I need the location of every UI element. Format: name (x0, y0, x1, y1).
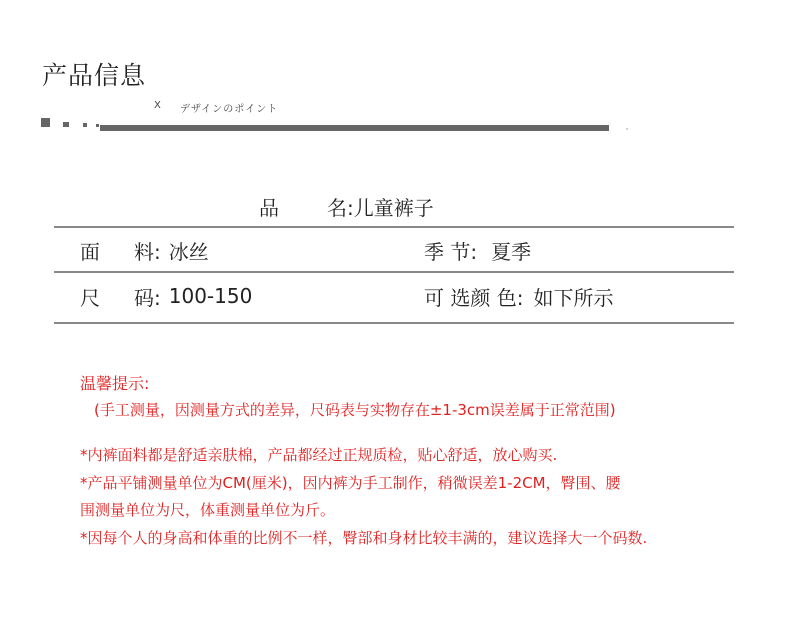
table-row-season-right (424, 230, 531, 270)
table-row-color-right (424, 276, 613, 316)
size-label-char-2: 码: (134, 285, 161, 310)
name-value: 儿童裤子 (353, 195, 434, 220)
tip-item: 围测量单位为尺，体重测量单位为斤。 (80, 501, 336, 519)
tip-item: *产品平铺测量单位为CM(厘米)，因内裤为手工制作，稍微误差1-2CM，臀围、腰 (80, 474, 621, 492)
material-value: 冰丝 (168, 239, 209, 264)
table-divider (54, 226, 734, 228)
tips-title: 温馨提示: (80, 374, 150, 393)
name-label-char-2: 名: (327, 195, 354, 220)
color-value: 如下所示 (533, 285, 614, 310)
deco-square (41, 118, 50, 127)
page-title: 产品信息 (42, 61, 147, 90)
table-divider (54, 271, 734, 273)
tip-item: *内裤面料都是舒适亲肤棉，产品都经过正规质检，贴心舒适，放心购买. (80, 446, 558, 464)
deco-bar (100, 125, 609, 131)
deco-square (96, 124, 99, 127)
deco-square (63, 122, 69, 127)
product-name-row (259, 186, 434, 226)
color-label: 可 选颜 色: (424, 285, 524, 310)
name-label-char-1: 品 (259, 195, 279, 220)
size-label-char-1: 尺 (80, 285, 100, 310)
tip-item: *因每个人的身高和体重的比例不一样，臀部和身材比较丰满的，建议选择大一个码数. (80, 529, 648, 547)
table-row-material-left (80, 230, 209, 270)
season-value: 夏季 (491, 239, 532, 264)
deco-dot (626, 128, 628, 130)
table-row-size-left (80, 276, 252, 316)
table-divider (54, 322, 734, 324)
deco-subtitle: デザインのポイント (180, 104, 279, 115)
material-label-char-2: 料: (134, 239, 161, 264)
material-label-char-1: 面 (80, 239, 100, 264)
deco-square (83, 123, 87, 127)
deco-mark: X (154, 100, 161, 111)
season-label: 季 节: (424, 239, 478, 264)
tips-note: (手工测量，因测量方式的差异，尺码表与实物存在±1-3cm误差属于正常范围) (94, 401, 616, 419)
size-value: 100-150 (168, 284, 253, 308)
